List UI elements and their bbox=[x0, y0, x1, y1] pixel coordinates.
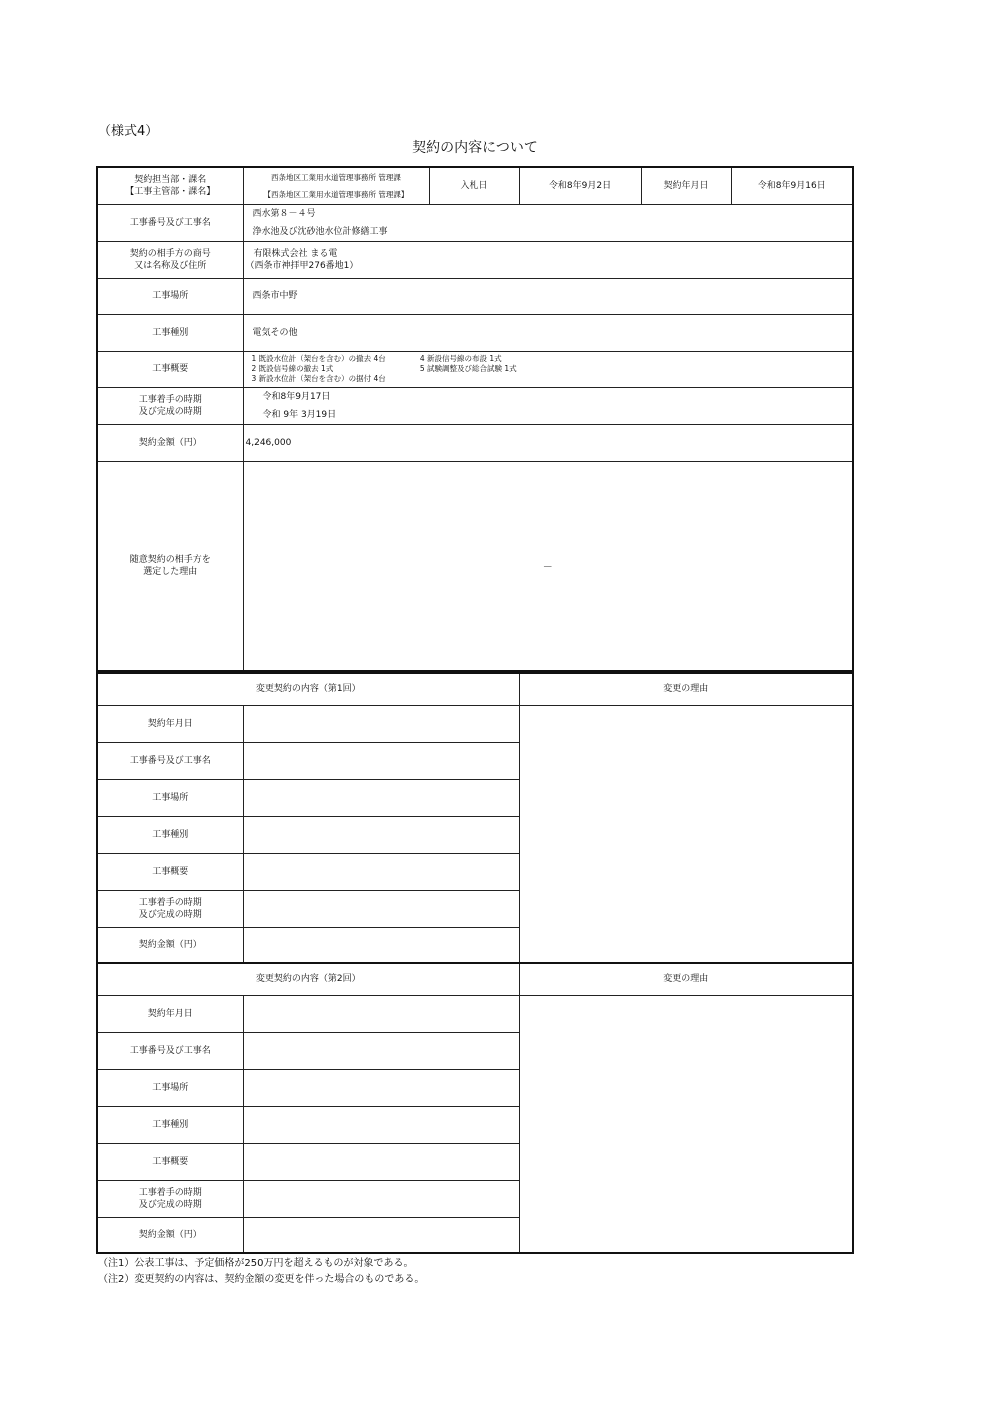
change1-row-value bbox=[243, 853, 519, 890]
overview-item: 4 新設信号線の布設 1式 bbox=[419, 354, 502, 363]
contract-table bbox=[96, 166, 854, 672]
change2-row-label: 契約金額（円） bbox=[97, 1217, 243, 1253]
type-value: 電気その他 bbox=[243, 314, 853, 351]
change1-row-value bbox=[243, 927, 519, 963]
work-no-cell bbox=[243, 204, 853, 241]
dept-label-line2: 【工事主管部・課名】 bbox=[125, 186, 216, 197]
overview-label: 工事概要 bbox=[97, 351, 243, 387]
change2-reason-header: 変更の理由 bbox=[519, 963, 853, 995]
period-label bbox=[97, 387, 243, 424]
change1-row-value bbox=[243, 890, 519, 927]
partner-address: （西条市神拝甲276番地1） bbox=[245, 260, 359, 271]
change2-row-value bbox=[243, 1217, 519, 1253]
site-label: 工事場所 bbox=[97, 278, 243, 314]
dept-value-line2: 【西条地区工業用水道管理事務所 管理課】 bbox=[263, 189, 409, 199]
change1-period-line1: 工事着手の時期 bbox=[138, 897, 202, 908]
change1-period-label bbox=[97, 890, 243, 927]
change2-header: 変更契約の内容（第2回） bbox=[97, 963, 519, 995]
footnote: （注1）公表工事は、予定価格が250万円を超えるものが対象である。 bbox=[98, 1258, 414, 1269]
change-contract-table-1 bbox=[96, 672, 854, 964]
change2-row-value bbox=[243, 1106, 519, 1143]
change2-row-label: 工事場所 bbox=[97, 1069, 243, 1106]
period-end: 令和 9年 3月19日 bbox=[262, 409, 337, 420]
period-cell bbox=[243, 387, 853, 424]
dept-label bbox=[97, 167, 243, 204]
change1-reason-header: 変更の理由 bbox=[519, 673, 853, 705]
change2-row-label: 工事概要 bbox=[97, 1143, 243, 1180]
form-number: （様式4） bbox=[98, 124, 159, 139]
change2-reason-body bbox=[519, 995, 853, 1253]
work-name: 浄水池及び沈砂池水位計修繕工事 bbox=[252, 226, 388, 237]
partner-label bbox=[97, 241, 243, 278]
bid-date-value: 令和8年9月2日 bbox=[519, 167, 641, 204]
reason-label-line1: 随意契約の相手方を bbox=[129, 554, 211, 565]
change2-period-line2: 及び完成の時期 bbox=[138, 1199, 202, 1210]
change1-reason-body bbox=[519, 705, 853, 963]
change1-row-value bbox=[243, 742, 519, 779]
reason-label bbox=[97, 461, 243, 671]
change1-row-label: 工事場所 bbox=[97, 779, 243, 816]
change2-row-value bbox=[243, 1032, 519, 1069]
change2-row-value bbox=[243, 1069, 519, 1106]
page-title: 契約の内容について bbox=[412, 140, 538, 156]
change1-row-label: 契約年月日 bbox=[97, 705, 243, 742]
partner-label-line1: 契約の相手方の商号 bbox=[129, 248, 211, 259]
overview-right-list bbox=[420, 354, 517, 384]
change1-period-line2: 及び完成の時期 bbox=[138, 909, 202, 920]
change2-row-value bbox=[243, 1180, 519, 1217]
amount-label: 契約金額（円） bbox=[97, 424, 243, 461]
footnote: （注2）変更契約の内容は、契約金額の変更を伴った場合のものである。 bbox=[98, 1274, 425, 1285]
change2-period-label bbox=[97, 1180, 243, 1217]
change1-row-label: 契約金額（円） bbox=[97, 927, 243, 963]
change1-header: 変更契約の内容（第1回） bbox=[97, 673, 519, 705]
change2-row-value bbox=[243, 1143, 519, 1180]
change1-row-label: 工事種別 bbox=[97, 816, 243, 853]
change1-row-value bbox=[243, 816, 519, 853]
period-label-line2: 及び完成の時期 bbox=[138, 406, 202, 417]
change1-row-value bbox=[243, 705, 519, 742]
dept-value bbox=[243, 167, 429, 204]
contract-date-label: 契約年月日 bbox=[641, 167, 731, 204]
partner-cell bbox=[243, 241, 853, 278]
partner-name: 有限株式会社 まる電 bbox=[253, 248, 338, 259]
overview-item: 3 新設水位計（架台を含む）の据付 4台 bbox=[251, 374, 386, 383]
overview-item: 1 既設水位計（架台を含む）の撤去 4台 bbox=[251, 354, 386, 363]
reason-label-line2: 選定した理由 bbox=[143, 566, 198, 577]
footnotes bbox=[98, 1256, 424, 1288]
site-value: 西条市中野 bbox=[243, 278, 853, 314]
change-contract-table-2 bbox=[96, 962, 854, 1254]
period-label-line1: 工事着手の時期 bbox=[138, 394, 202, 405]
overview-item: 5 試験調整及び総合試験 1式 bbox=[419, 364, 517, 373]
work-number: 西水第８－４号 bbox=[252, 208, 316, 219]
work-no-label: 工事番号及び工事名 bbox=[97, 204, 243, 241]
change2-row-label: 契約年月日 bbox=[97, 995, 243, 1032]
change1-row-label: 工事概要 bbox=[97, 853, 243, 890]
change1-row-label: 工事番号及び工事名 bbox=[97, 742, 243, 779]
overview-cell bbox=[243, 351, 853, 387]
reason-value: － bbox=[243, 461, 853, 671]
change2-row-label: 工事種別 bbox=[97, 1106, 243, 1143]
period-start: 令和8年9月17日 bbox=[262, 391, 331, 402]
change2-row-label: 工事番号及び工事名 bbox=[97, 1032, 243, 1069]
bid-date-label: 入札日 bbox=[429, 167, 519, 204]
dept-value-line1: 西条地区工業用水道管理事務所 管理課 bbox=[271, 172, 401, 182]
overview-left-list bbox=[252, 354, 386, 384]
dept-label-line1: 契約担当部・課名 bbox=[134, 174, 207, 185]
overview-item: 2 既設信号線の撤去 1式 bbox=[251, 364, 334, 373]
change2-row-value bbox=[243, 995, 519, 1032]
change1-row-value bbox=[243, 779, 519, 816]
change2-period-line1: 工事着手の時期 bbox=[138, 1187, 202, 1198]
partner-label-line2: 又は名称及び住所 bbox=[134, 260, 207, 271]
type-label: 工事種別 bbox=[97, 314, 243, 351]
contract-date-value: 令和8年9月16日 bbox=[731, 167, 853, 204]
amount-value: 4,246,000 bbox=[243, 424, 853, 461]
